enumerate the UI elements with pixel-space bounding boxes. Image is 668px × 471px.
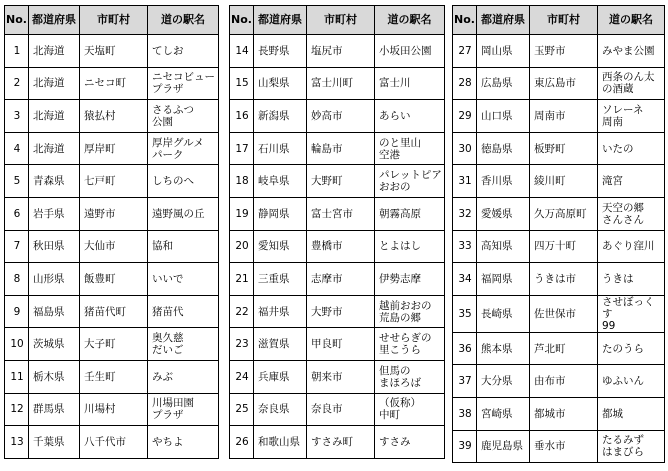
municipality-cell: 板野町	[530, 132, 598, 165]
municipality-cell: 妙高市	[307, 100, 375, 133]
table-row	[230, 100, 445, 133]
table-row	[230, 132, 445, 165]
prefecture-cell: 北海道	[29, 132, 80, 165]
header-prefecture: 都道府県	[477, 6, 530, 35]
station-name-cell: うきは	[598, 263, 665, 296]
municipality-cell: 七戸町	[80, 165, 148, 198]
row-number: 37	[453, 365, 477, 398]
table-row	[453, 230, 665, 263]
municipality-cell: 奈良市	[307, 393, 375, 426]
prefecture-cell: 徳島県	[477, 132, 530, 165]
municipality-cell: 八千代市	[80, 426, 148, 459]
prefecture-cell: 岐阜県	[254, 165, 307, 198]
station-name-cell: のと里山 空港	[375, 132, 445, 165]
station-name-cell: （仮称） 中町	[375, 393, 445, 426]
row-number: 26	[230, 426, 254, 459]
row-number: 9	[5, 295, 29, 328]
row-number: 32	[453, 197, 477, 230]
table-row	[5, 67, 219, 100]
station-table-3	[452, 5, 665, 463]
station-name-cell: 富士川	[375, 67, 445, 100]
row-number: 15	[230, 67, 254, 100]
table-row	[5, 295, 219, 328]
table-row	[230, 328, 445, 361]
prefecture-cell: 長崎県	[477, 295, 530, 332]
prefecture-cell: 群馬県	[29, 393, 80, 426]
row-number: 2	[5, 67, 29, 100]
municipality-cell: 玉野市	[530, 35, 598, 68]
municipality-cell: 天塩町	[80, 35, 148, 68]
prefecture-cell: 和歌山県	[254, 426, 307, 459]
header-station-name: 道の駅名	[148, 6, 219, 35]
municipality-cell: 大仙市	[80, 230, 148, 263]
table-row	[5, 263, 219, 296]
row-number: 6	[5, 197, 29, 230]
table-row	[5, 230, 219, 263]
station-name-cell: 遠野風の丘	[148, 197, 219, 230]
header-station-name: 道の駅名	[375, 6, 445, 35]
table-row	[453, 165, 665, 198]
row-number: 22	[230, 295, 254, 328]
table-row	[5, 328, 219, 361]
municipality-cell: うきは市	[530, 263, 598, 296]
station-name-cell: 滝宮	[598, 165, 665, 198]
header-no: No.	[5, 6, 29, 35]
municipality-cell: 芦北町	[530, 332, 598, 365]
table-row	[453, 35, 665, 68]
row-number: 38	[453, 397, 477, 430]
municipality-cell: 川場村	[80, 393, 148, 426]
prefecture-cell: 長野県	[254, 35, 307, 68]
municipality-cell: 志摩市	[307, 263, 375, 296]
municipality-cell: 由布市	[530, 365, 598, 398]
row-number: 10	[5, 328, 29, 361]
station-table-1	[4, 5, 219, 459]
station-name-cell: させぼっくす 99	[598, 295, 665, 332]
station-name-cell: 川場田園 プラザ	[148, 393, 219, 426]
table-row	[230, 426, 445, 459]
row-number: 30	[453, 132, 477, 165]
header-row	[5, 6, 219, 35]
row-number: 29	[453, 100, 477, 133]
municipality-cell: 四万十町	[530, 230, 598, 263]
table-row	[5, 35, 219, 68]
row-number: 21	[230, 263, 254, 296]
table-row	[5, 426, 219, 459]
header-prefecture: 都道府県	[29, 6, 80, 35]
row-number: 27	[453, 35, 477, 68]
prefecture-cell: 宮崎県	[477, 397, 530, 430]
table-row	[453, 132, 665, 165]
station-name-cell: ゆふいん	[598, 365, 665, 398]
municipality-cell: 壬生町	[80, 360, 148, 393]
station-name-cell: てしお	[148, 35, 219, 68]
municipality-cell: 厚岸町	[80, 132, 148, 165]
table-row	[453, 100, 665, 133]
table-row	[230, 295, 445, 328]
row-number: 33	[453, 230, 477, 263]
prefecture-cell: 岩手県	[29, 197, 80, 230]
station-name-cell: ソレーネ 周南	[598, 100, 665, 133]
row-number: 17	[230, 132, 254, 165]
prefecture-cell: 福島県	[29, 295, 80, 328]
prefecture-cell: 鹿児島県	[477, 430, 530, 463]
row-number: 19	[230, 197, 254, 230]
header-municipality: 市町村	[530, 6, 598, 35]
table-row	[453, 430, 665, 463]
row-number: 13	[5, 426, 29, 459]
municipality-cell: 遠野市	[80, 197, 148, 230]
prefecture-cell: 愛知県	[254, 230, 307, 263]
row-number: 25	[230, 393, 254, 426]
header-no: No.	[230, 6, 254, 35]
station-name-cell: やちよ	[148, 426, 219, 459]
prefecture-cell: 北海道	[29, 67, 80, 100]
prefecture-cell: 青森県	[29, 165, 80, 198]
table-row	[453, 67, 665, 100]
table-row	[5, 197, 219, 230]
row-number: 35	[453, 295, 477, 332]
station-name-cell: あぐり窪川	[598, 230, 665, 263]
header-municipality: 市町村	[80, 6, 148, 35]
header-station-name: 道の駅名	[598, 6, 665, 35]
prefecture-cell: 福岡県	[477, 263, 530, 296]
municipality-cell: 東広島市	[530, 67, 598, 100]
prefecture-cell: 福井県	[254, 295, 307, 328]
station-name-cell: 天空の郷 さんさん	[598, 197, 665, 230]
station-name-cell: さるふつ 公園	[148, 100, 219, 133]
station-name-cell: 但馬の まほろば	[375, 360, 445, 393]
prefecture-cell: 高知県	[477, 230, 530, 263]
prefecture-cell: 山形県	[29, 263, 80, 296]
table-row	[5, 100, 219, 133]
row-number: 8	[5, 263, 29, 296]
row-number: 5	[5, 165, 29, 198]
station-name-cell: パレットピア おおの	[375, 165, 445, 198]
prefecture-cell: 三重県	[254, 263, 307, 296]
row-number: 31	[453, 165, 477, 198]
prefecture-cell: 北海道	[29, 35, 80, 68]
municipality-cell: 周南市	[530, 100, 598, 133]
station-name-cell: 西条のん太 の酒蔵	[598, 67, 665, 100]
municipality-cell: 朝来市	[307, 360, 375, 393]
header-municipality: 市町村	[307, 6, 375, 35]
prefecture-cell: 滋賀県	[254, 328, 307, 361]
prefecture-cell: 兵庫県	[254, 360, 307, 393]
row-number: 39	[453, 430, 477, 463]
municipality-cell: すさみ町	[307, 426, 375, 459]
station-name-cell: 伊勢志摩	[375, 263, 445, 296]
row-number: 7	[5, 230, 29, 263]
row-number: 28	[453, 67, 477, 100]
municipality-cell: 富士川町	[307, 67, 375, 100]
municipality-cell: ニセコ町	[80, 67, 148, 100]
row-number: 24	[230, 360, 254, 393]
prefecture-cell: 大分県	[477, 365, 530, 398]
table-row	[230, 230, 445, 263]
header-prefecture: 都道府県	[254, 6, 307, 35]
station-name-cell: せせらぎの 里こうら	[375, 328, 445, 361]
row-number: 20	[230, 230, 254, 263]
municipality-cell: 佐世保市	[530, 295, 598, 332]
station-name-cell: 協和	[148, 230, 219, 263]
table-row	[5, 393, 219, 426]
table-row	[453, 197, 665, 230]
municipality-cell: 垂水市	[530, 430, 598, 463]
municipality-cell: 大野町	[307, 165, 375, 198]
table-row	[230, 67, 445, 100]
table-row	[230, 393, 445, 426]
prefecture-cell: 愛媛県	[477, 197, 530, 230]
station-name-cell: 朝霧高原	[375, 197, 445, 230]
prefecture-cell: 茨城県	[29, 328, 80, 361]
row-number: 1	[5, 35, 29, 68]
table-row	[453, 332, 665, 365]
prefecture-cell: 石川県	[254, 132, 307, 165]
station-name-cell: いたの	[598, 132, 665, 165]
row-number: 12	[5, 393, 29, 426]
table-row	[5, 132, 219, 165]
prefecture-cell: 香川県	[477, 165, 530, 198]
prefecture-cell: 山梨県	[254, 67, 307, 100]
prefecture-cell: 秋田県	[29, 230, 80, 263]
municipality-cell: 久万高原町	[530, 197, 598, 230]
table-row	[453, 397, 665, 430]
municipality-cell: 塩尻市	[307, 35, 375, 68]
table-row	[230, 360, 445, 393]
station-name-cell: みやま公園	[598, 35, 665, 68]
prefecture-cell: 新潟県	[254, 100, 307, 133]
header-no: No.	[453, 6, 477, 35]
row-number: 36	[453, 332, 477, 365]
station-name-cell: たのうら	[598, 332, 665, 365]
prefecture-cell: 岡山県	[477, 35, 530, 68]
row-number: 3	[5, 100, 29, 133]
table-row	[5, 360, 219, 393]
municipality-cell: 綾川町	[530, 165, 598, 198]
municipality-cell: 大野市	[307, 295, 375, 328]
station-name-cell: 奥久慈 だいご	[148, 328, 219, 361]
municipality-cell: 甲良町	[307, 328, 375, 361]
row-number: 11	[5, 360, 29, 393]
table-row	[230, 35, 445, 68]
municipality-cell: 富士宮市	[307, 197, 375, 230]
station-name-cell: みぶ	[148, 360, 219, 393]
station-name-cell: いいで	[148, 263, 219, 296]
prefecture-cell: 北海道	[29, 100, 80, 133]
table-row	[230, 165, 445, 198]
row-number: 34	[453, 263, 477, 296]
station-name-cell: あらい	[375, 100, 445, 133]
municipality-cell: 飯豊町	[80, 263, 148, 296]
station-name-cell: 越前おおの 荒島の郷	[375, 295, 445, 328]
table-row	[453, 263, 665, 296]
municipality-cell: 猪苗代町	[80, 295, 148, 328]
station-name-cell: しちのへ	[148, 165, 219, 198]
header-row	[230, 6, 445, 35]
table-row	[453, 365, 665, 398]
municipality-cell: 猿払村	[80, 100, 148, 133]
station-name-cell: 厚岸グルメ パーク	[148, 132, 219, 165]
prefecture-cell: 静岡県	[254, 197, 307, 230]
station-name-cell: たるみず はまびら	[598, 430, 665, 463]
table-row	[453, 295, 665, 332]
prefecture-cell: 栃木県	[29, 360, 80, 393]
prefecture-cell: 広島県	[477, 67, 530, 100]
row-number: 14	[230, 35, 254, 68]
station-name-cell: 小坂田公園	[375, 35, 445, 68]
header-row	[453, 6, 665, 35]
station-table-2	[229, 5, 445, 459]
prefecture-cell: 千葉県	[29, 426, 80, 459]
municipality-cell: 豊橋市	[307, 230, 375, 263]
municipality-cell: 都城市	[530, 397, 598, 430]
row-number: 16	[230, 100, 254, 133]
row-number: 4	[5, 132, 29, 165]
station-name-cell: 猪苗代	[148, 295, 219, 328]
station-name-cell: すさみ	[375, 426, 445, 459]
station-name-cell: 都城	[598, 397, 665, 430]
station-name-cell: とよはし	[375, 230, 445, 263]
prefecture-cell: 奈良県	[254, 393, 307, 426]
row-number: 23	[230, 328, 254, 361]
table-row	[230, 263, 445, 296]
prefecture-cell: 熊本県	[477, 332, 530, 365]
row-number: 18	[230, 165, 254, 198]
station-name-cell: ニセコビュー プラザ	[148, 67, 219, 100]
municipality-cell: 輪島市	[307, 132, 375, 165]
table-row	[5, 165, 219, 198]
prefecture-cell: 山口県	[477, 100, 530, 133]
table-row	[230, 197, 445, 230]
municipality-cell: 大子町	[80, 328, 148, 361]
